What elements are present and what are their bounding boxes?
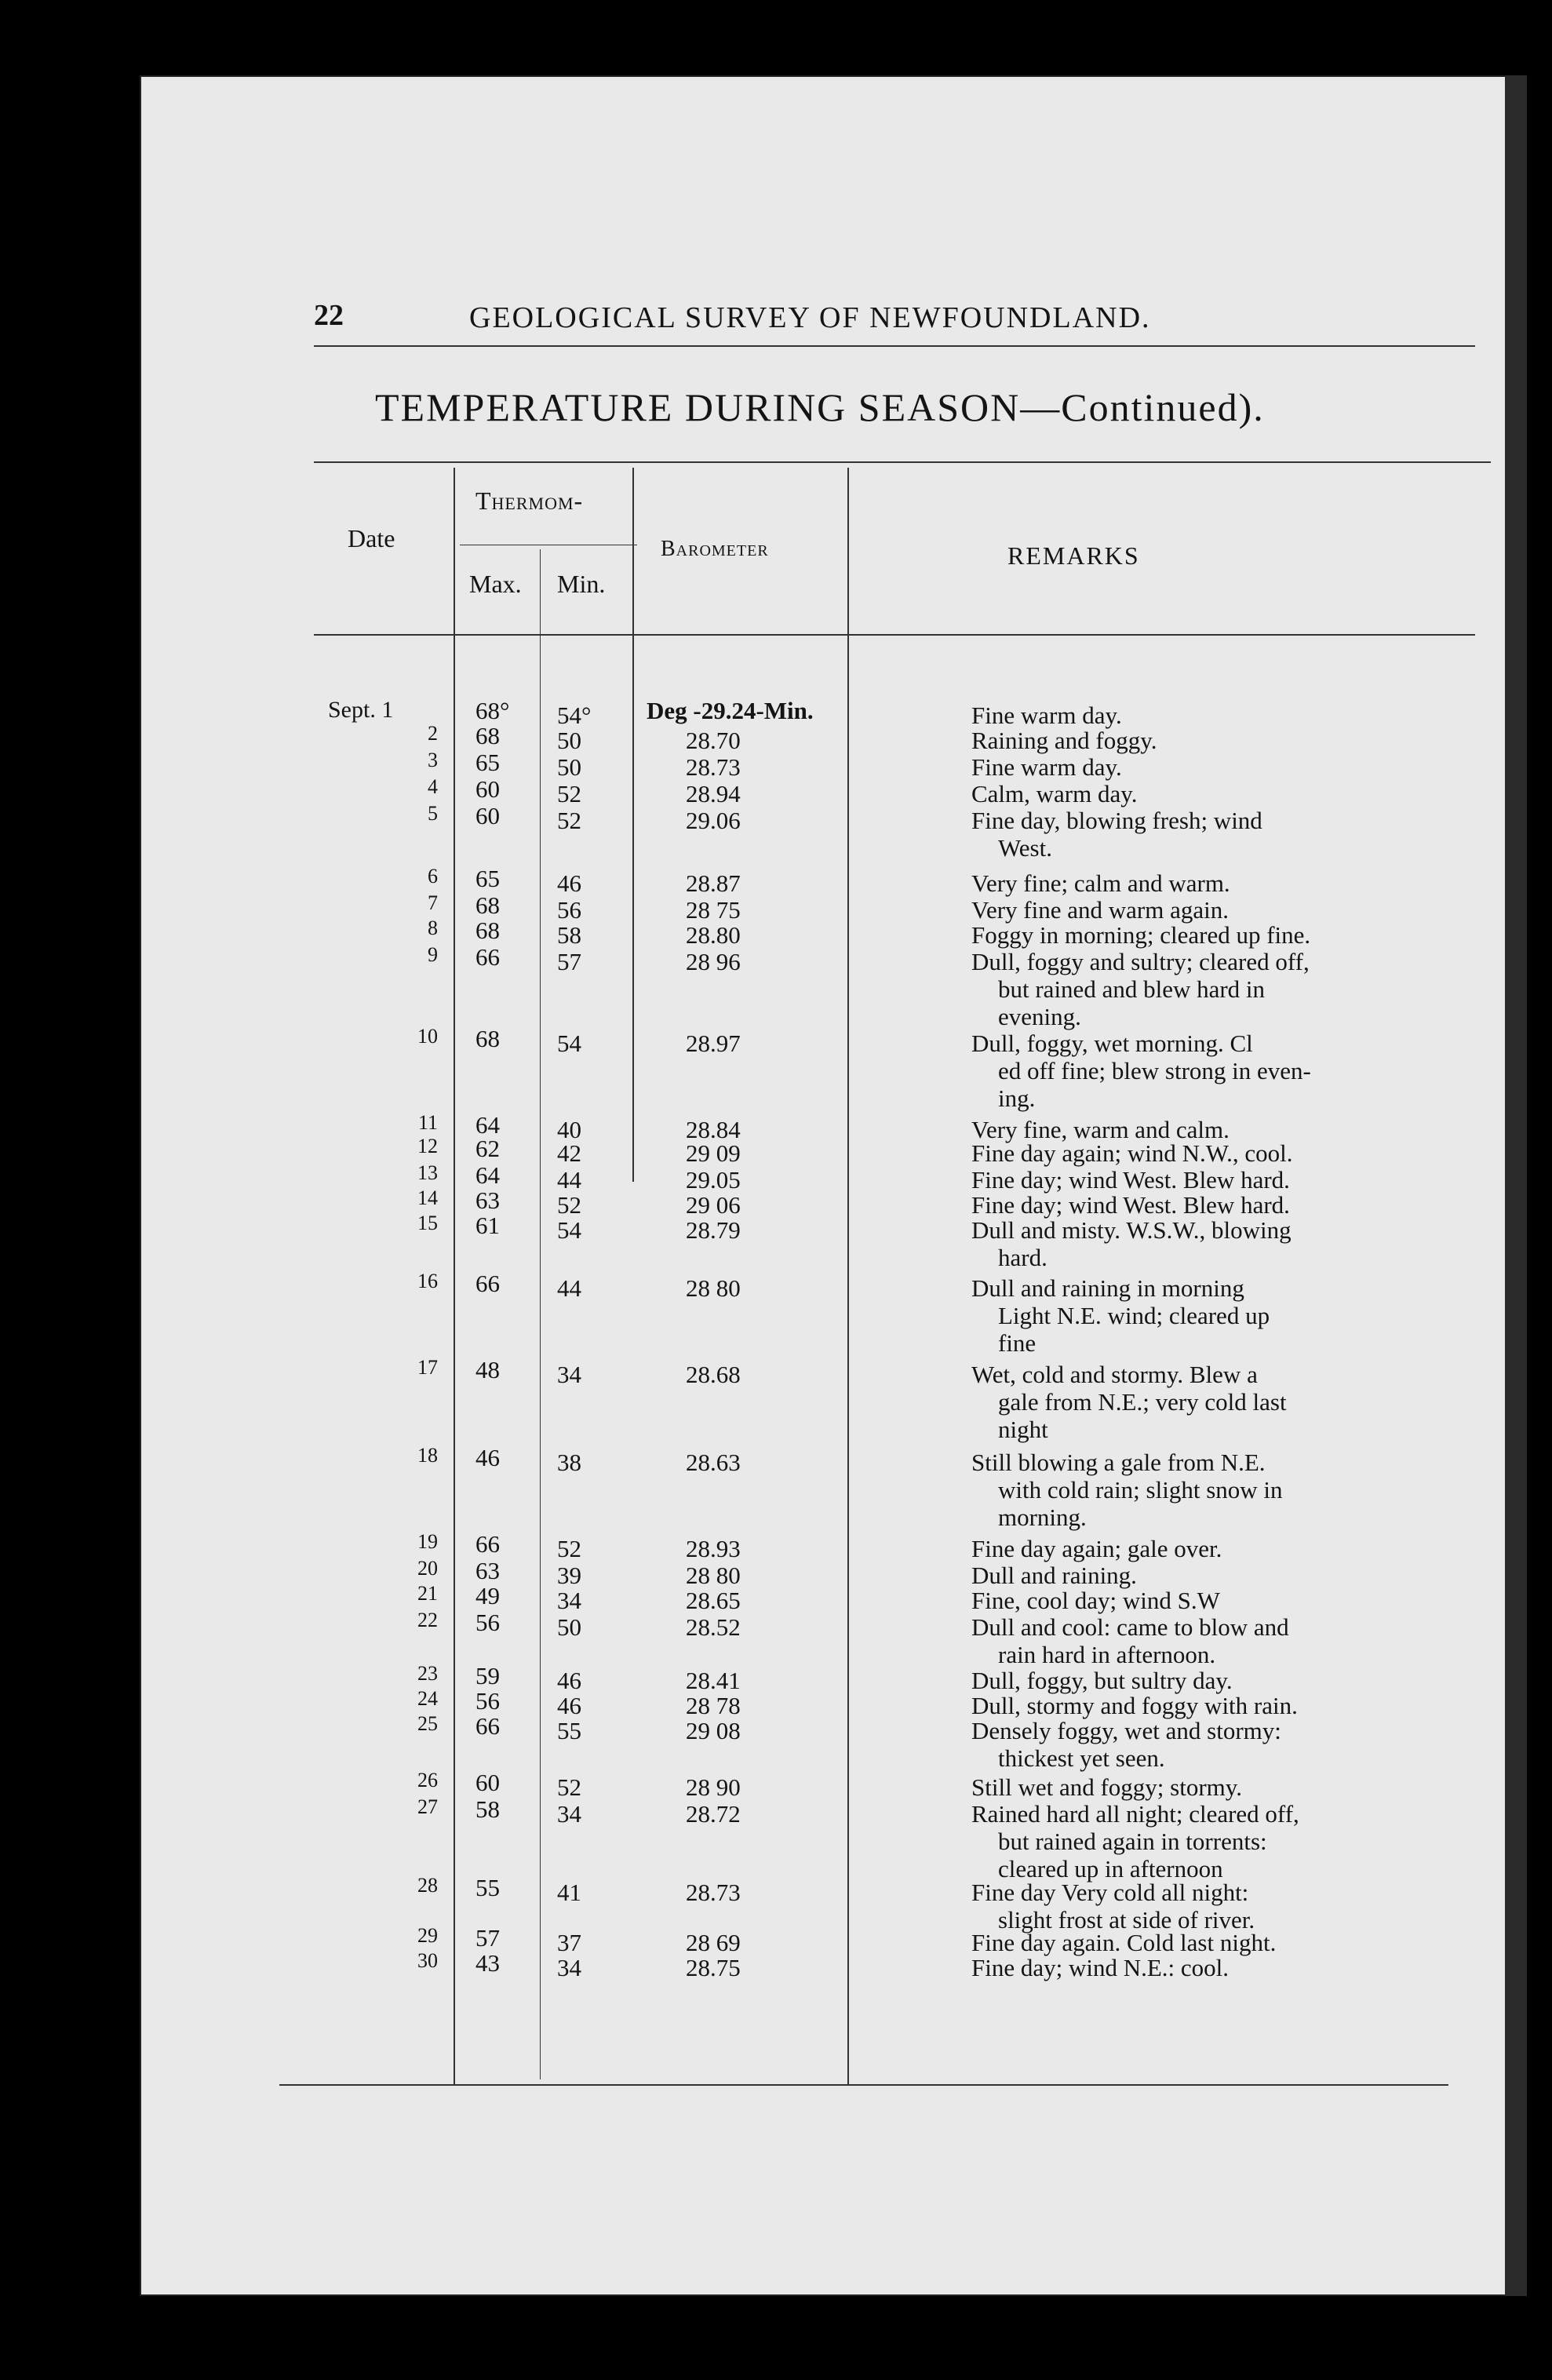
row-barometer: 28.79 — [686, 1216, 741, 1244]
row-max: 60 — [475, 1769, 500, 1796]
row-remarks — [971, 1166, 1458, 1194]
row-barometer: 28 69 — [686, 1929, 741, 1956]
remarks-line: Fine warm day. — [971, 702, 1122, 729]
row-barometer: 28.63 — [686, 1449, 741, 1476]
row-date: 14 — [417, 1186, 438, 1209]
remarks-line: thickest yet seen. — [998, 1744, 1165, 1772]
row-min: 34 — [557, 1954, 581, 1981]
row-min: 54° — [557, 702, 592, 729]
row-date: 26 — [417, 1769, 438, 1791]
row-max: 56 — [475, 1687, 500, 1715]
row-max: 58 — [475, 1795, 500, 1823]
row-min: 52 — [557, 780, 581, 807]
row-date: 10 — [417, 1025, 438, 1048]
row-max: 61 — [475, 1212, 500, 1239]
row-max: 62 — [475, 1135, 500, 1162]
row-date: 15 — [417, 1212, 438, 1234]
row-max: 60 — [475, 775, 500, 803]
col-header-max: Max. — [469, 570, 522, 598]
row-date: 19 — [417, 1530, 438, 1553]
remarks-line: night — [998, 1416, 1048, 1443]
remarks-line: with cold rain; slight snow in — [998, 1476, 1283, 1503]
row-remarks — [971, 753, 1458, 781]
row-max: 64 — [475, 1111, 500, 1139]
remarks-line: morning. — [998, 1503, 1087, 1531]
row-remarks — [971, 1929, 1458, 1956]
row-remarks — [971, 1773, 1458, 1801]
row-min: 50 — [557, 727, 581, 754]
page-number: 22 — [314, 299, 344, 332]
row-remarks — [971, 807, 1458, 862]
row-date: 2 — [428, 722, 438, 745]
row-date: 20 — [417, 1557, 438, 1580]
row-min: 39 — [557, 1562, 581, 1589]
row-date: 17 — [417, 1356, 438, 1379]
row-barometer: 28.41 — [686, 1667, 741, 1694]
row-remarks — [971, 1216, 1458, 1271]
row-barometer: 28.65 — [686, 1587, 741, 1614]
row-date: 22 — [417, 1609, 438, 1631]
row-barometer: 28.52 — [686, 1613, 741, 1641]
row-max: 68 — [475, 1025, 500, 1052]
row-barometer: 29.06 — [686, 807, 741, 834]
col-header-thermometer: Thermom- — [475, 487, 584, 515]
row-min: 58 — [557, 921, 581, 949]
row-min: 55 — [557, 1717, 581, 1744]
remarks-line: Dull and cool: came to blow and — [971, 1613, 1289, 1641]
table-title: TEMPERATURE DURING SEASON—Continued). — [375, 385, 1265, 429]
row-barometer: 28 90 — [686, 1773, 741, 1801]
row-date: 27 — [417, 1795, 438, 1818]
remarks-line: Raining and foggy. — [971, 727, 1157, 754]
row-min: 50 — [557, 1613, 581, 1641]
col-header-remarks: REMARKS — [1007, 541, 1140, 570]
row-min: 54 — [557, 1216, 581, 1244]
remarks-line: Calm, warm day. — [971, 780, 1138, 807]
row-barometer: 29 06 — [686, 1191, 741, 1219]
remarks-line: Very fine and warm again. — [971, 896, 1229, 924]
row-date: 23 — [417, 1662, 438, 1685]
row-date: 11 — [417, 1111, 438, 1134]
remarks-line: West. — [998, 834, 1052, 862]
row-barometer: 28 75 — [686, 896, 741, 924]
row-remarks — [971, 1361, 1458, 1443]
row-barometer: 28 78 — [686, 1692, 741, 1719]
remarks-line: Dull, stormy and foggy with rain. — [971, 1692, 1298, 1719]
remarks-line: slight frost at side of river. — [998, 1906, 1255, 1934]
row-remarks — [971, 1667, 1458, 1694]
row-barometer: 28.72 — [686, 1800, 741, 1828]
row-barometer: 28 80 — [686, 1274, 741, 1302]
remarks-line: evening. — [998, 1003, 1081, 1030]
remarks-line: ed off fine; blew strong in even- — [998, 1057, 1311, 1084]
row-barometer: 28.73 — [686, 753, 741, 781]
row-remarks — [971, 948, 1458, 1030]
row-min: 54 — [557, 1030, 581, 1057]
remarks-line: cleared up in afternoon — [998, 1855, 1223, 1882]
row-barometer: Deg -29.24-Min. — [647, 697, 814, 724]
row-min: 57 — [557, 948, 581, 975]
remarks-line: Fine day again; wind N.W., cool. — [971, 1139, 1293, 1167]
row-date: 8 — [428, 917, 438, 939]
row-date: 28 — [417, 1874, 438, 1897]
row-min: 34 — [557, 1587, 581, 1614]
remarks-line: Very fine, warm and calm. — [971, 1116, 1230, 1143]
row-barometer: 28.73 — [686, 1879, 741, 1906]
row-remarks — [971, 1954, 1458, 1981]
row-remarks — [971, 1274, 1458, 1357]
remarks-line: Fine day Very cold all night: — [971, 1879, 1249, 1906]
row-max: 65 — [475, 865, 500, 892]
row-date: 6 — [428, 865, 438, 887]
remarks-line: but rained again in torrents: — [998, 1828, 1267, 1855]
remarks-line: Fine day, blowing fresh; wind — [971, 807, 1262, 834]
remarks-line: ing. — [998, 1084, 1036, 1112]
remarks-line: rain hard in afternoon. — [998, 1641, 1216, 1668]
row-date: 9 — [428, 943, 438, 966]
row-date: 5 — [428, 802, 438, 825]
row-remarks — [971, 1562, 1458, 1589]
row-max: 66 — [475, 1712, 500, 1740]
row-barometer: 29 09 — [686, 1139, 741, 1167]
row-remarks — [971, 727, 1458, 754]
row-date: 7 — [428, 891, 438, 914]
row-min: 46 — [557, 1667, 581, 1694]
remarks-line: Densely foggy, wet and stormy: — [971, 1717, 1281, 1744]
row-date: 25 — [417, 1712, 438, 1735]
row-barometer: 28 96 — [686, 948, 741, 975]
row-barometer: 28 80 — [686, 1562, 741, 1589]
row-barometer: 28.94 — [686, 780, 741, 807]
row-date: 30 — [417, 1949, 438, 1972]
row-max: 68 — [475, 891, 500, 919]
remarks-line: Dull and misty. W.S.W., blowing — [971, 1216, 1292, 1244]
row-max: 68 — [475, 917, 500, 944]
row-min: 50 — [557, 753, 581, 781]
row-barometer: 29.05 — [686, 1166, 741, 1194]
row-remarks — [971, 921, 1458, 949]
remarks-line: fine — [998, 1329, 1036, 1357]
row-remarks — [971, 1139, 1458, 1167]
remarks-line: Dull, foggy, but sultry day. — [971, 1667, 1233, 1694]
row-remarks — [971, 780, 1458, 807]
col-header-date: Date — [348, 524, 395, 552]
row-min: 42 — [557, 1139, 581, 1167]
row-min: 44 — [557, 1274, 581, 1302]
row-min: 46 — [557, 869, 581, 897]
row-barometer: 28.75 — [686, 1954, 741, 1981]
remarks-line: Fine day; wind West. Blew hard. — [971, 1191, 1290, 1219]
row-remarks — [971, 1879, 1458, 1934]
row-min: 40 — [557, 1116, 581, 1143]
remarks-line: hard. — [998, 1244, 1047, 1271]
row-remarks — [971, 1449, 1458, 1531]
row-max: 59 — [475, 1662, 500, 1689]
row-max: 66 — [475, 1270, 500, 1297]
remarks-line: Dull, foggy and sultry; cleared off, — [971, 948, 1310, 975]
row-remarks — [971, 1717, 1458, 1772]
remarks-line: Wet, cold and stormy. Blew a — [971, 1361, 1258, 1388]
row-date: 24 — [417, 1687, 438, 1710]
row-barometer: 28.84 — [686, 1116, 741, 1143]
row-max: 57 — [475, 1924, 500, 1952]
row-date: 29 — [417, 1924, 438, 1947]
remarks-line: Fine, cool day; wind S.W — [971, 1587, 1220, 1614]
row-date: Sept. 1 — [328, 697, 394, 723]
remarks-line: Dull and raining in morning — [971, 1274, 1244, 1302]
row-barometer: 28.68 — [686, 1361, 741, 1388]
row-min: 44 — [557, 1166, 581, 1194]
remarks-line: Dull and raining. — [971, 1562, 1137, 1589]
row-max: 68 — [475, 722, 500, 749]
row-max: 46 — [475, 1444, 500, 1471]
row-remarks — [971, 869, 1458, 897]
data-rows — [140, 0, 1527, 2380]
row-min: 34 — [557, 1800, 581, 1828]
remarks-line: Light N.E. wind; cleared up — [998, 1302, 1270, 1329]
row-max: 49 — [475, 1582, 500, 1609]
row-barometer: 29 08 — [686, 1717, 741, 1744]
row-min: 34 — [557, 1361, 581, 1388]
row-remarks — [971, 1030, 1458, 1112]
remarks-line: Fine warm day. — [971, 753, 1122, 781]
running-title: GEOLOGICAL SURVEY OF NEWFOUNDLAND. — [469, 301, 1151, 334]
row-max: 55 — [475, 1874, 500, 1901]
row-date: 12 — [417, 1135, 438, 1157]
row-date: 16 — [417, 1270, 438, 1292]
row-max: 63 — [475, 1557, 500, 1584]
row-max: 56 — [475, 1609, 500, 1636]
row-remarks — [971, 1613, 1458, 1668]
row-remarks — [971, 896, 1458, 924]
row-max: 66 — [475, 1530, 500, 1558]
row-min: 38 — [557, 1449, 581, 1476]
remarks-line: Still blowing a gale from N.E. — [971, 1449, 1266, 1476]
remarks-line: but rained and blew hard in — [998, 975, 1266, 1003]
row-date: 4 — [428, 775, 438, 798]
row-barometer: 28.93 — [686, 1535, 741, 1562]
row-max: 43 — [475, 1949, 500, 1977]
row-min: 37 — [557, 1929, 581, 1956]
row-max: 48 — [475, 1356, 500, 1383]
row-min: 52 — [557, 1191, 581, 1219]
col-header-min: Min. — [557, 570, 606, 598]
row-remarks — [971, 1692, 1458, 1719]
row-remarks — [971, 702, 1458, 729]
row-max: 64 — [475, 1161, 500, 1189]
row-date: 18 — [417, 1444, 438, 1467]
row-min: 41 — [557, 1879, 581, 1906]
remarks-line: Dull, foggy, wet morning. Cl — [971, 1030, 1253, 1057]
row-min: 56 — [557, 896, 581, 924]
row-date: 21 — [417, 1582, 438, 1605]
row-date: 3 — [428, 749, 438, 771]
row-min: 52 — [557, 1535, 581, 1562]
row-barometer: 28.70 — [686, 727, 741, 754]
row-barometer: 28.97 — [686, 1030, 741, 1057]
row-min: 52 — [557, 1773, 581, 1801]
remarks-line: Fine day; wind West. Blew hard. — [971, 1166, 1290, 1194]
row-remarks — [971, 1535, 1458, 1562]
row-max: 63 — [475, 1186, 500, 1214]
remarks-line: Still wet and foggy; stormy. — [971, 1773, 1242, 1801]
row-remarks — [971, 1587, 1458, 1614]
row-barometer: 28.80 — [686, 921, 741, 949]
remarks-line: Fine day; wind N.E.: cool. — [971, 1954, 1230, 1981]
row-barometer: 28.87 — [686, 869, 741, 897]
remarks-line: Rained hard all night; cleared off, — [971, 1800, 1299, 1828]
row-max: 60 — [475, 802, 500, 829]
remarks-line: Fine day again. Cold last night. — [971, 1929, 1277, 1956]
row-remarks — [971, 1191, 1458, 1219]
remarks-line: Fine day again; gale over. — [971, 1535, 1222, 1562]
row-max: 66 — [475, 943, 500, 971]
row-date: 13 — [417, 1161, 438, 1184]
remarks-line: Foggy in morning; cleared up fine. — [971, 921, 1311, 949]
row-max: 68° — [475, 697, 510, 724]
remarks-line: Very fine; calm and warm. — [971, 869, 1230, 897]
row-min: 46 — [557, 1692, 581, 1719]
row-remarks — [971, 1800, 1458, 1882]
row-max: 65 — [475, 749, 500, 776]
remarks-line: gale from N.E.; very cold last — [998, 1388, 1287, 1416]
row-min: 52 — [557, 807, 581, 834]
col-header-barometer: Barometer — [661, 537, 769, 561]
